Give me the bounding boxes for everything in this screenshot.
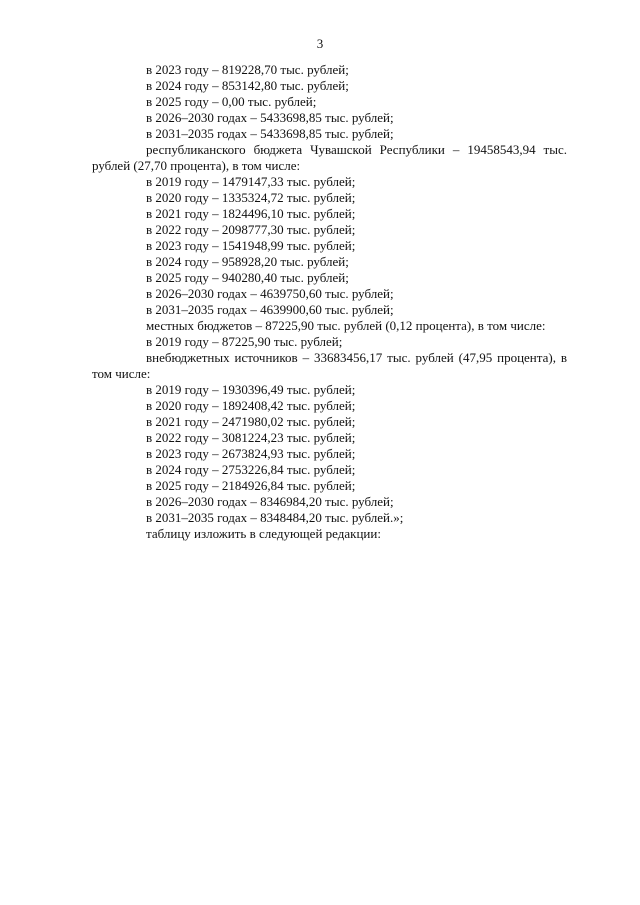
page-number: 3 xyxy=(316,36,324,51)
funding-line-2025: в 2025 году – 0,00 тыс. рублей; xyxy=(146,94,317,109)
extra-budget-paragraph: внебюджетных источников – 33683456,17 тыс. рублей (47,95 процента), в том числе: xyxy=(92,350,567,381)
republic-line-2031-2035: в 2031–2035 годах – 4639900,60 тыс. рублей; xyxy=(146,302,394,317)
funding-line-2026-2030: в 2026–2030 годах – 5433698,85 тыс. рублей; xyxy=(146,110,394,125)
republic-line-2022: в 2022 году – 2098777,30 тыс. рублей; xyxy=(146,222,356,237)
funding-line-2024: в 2024 году – 853142,80 тыс. рублей; xyxy=(146,78,349,93)
republic-line-2019: в 2019 году – 1479147,33 тыс. рублей; xyxy=(146,174,356,189)
extra-line-2019: в 2019 году – 1930396,49 тыс. рублей; xyxy=(146,382,356,397)
republic-line-2023: в 2023 году – 1541948,99 тыс. рублей; xyxy=(146,238,356,253)
funding-line-2031-2035: в 2031–2035 годах – 5433698,85 тыс. рублей; xyxy=(146,126,394,141)
funding-line-2023: в 2023 году – 819228,70 тыс. рублей; xyxy=(146,62,349,77)
republic-line-2026-2030: в 2026–2030 годах – 4639750,60 тыс. рублей; xyxy=(146,286,394,301)
extra-line-2026-2030: в 2026–2030 годах – 8346984,20 тыс. рублей; xyxy=(146,494,394,509)
republic-line-2024: в 2024 году – 958928,20 тыс. рублей; xyxy=(146,254,349,269)
local-budget-paragraph: местных бюджетов – 87225,90 тыс. рублей (0,12 процента), в том числе: xyxy=(146,318,546,333)
republic-budget-paragraph: республиканского бюджета Чувашской Республики – 19458543,94 тыс. рублей (27,70 процента), в том числе: xyxy=(92,142,567,173)
extra-line-2031-2035: в 2031–2035 годах – 8348484,20 тыс. рублей.»; xyxy=(146,510,404,525)
extra-line-2021: в 2021 году – 2471980,02 тыс. рублей; xyxy=(146,414,356,429)
extra-line-2022: в 2022 году – 3081224,23 тыс. рублей; xyxy=(146,430,356,445)
extra-line-2025: в 2025 году – 2184926,84 тыс. рублей; xyxy=(146,478,356,493)
document-body xyxy=(92,62,567,542)
local-line-2019: в 2019 году – 87225,90 тыс. рублей; xyxy=(146,334,343,349)
closing-line: таблицу изложить в следующей редакции: xyxy=(146,526,381,541)
extra-line-2023: в 2023 году – 2673824,93 тыс. рублей; xyxy=(146,446,356,461)
republic-line-2025: в 2025 году – 940280,40 тыс. рублей; xyxy=(146,270,349,285)
republic-line-2020: в 2020 году – 1335324,72 тыс. рублей; xyxy=(146,190,356,205)
extra-line-2024: в 2024 году – 2753226,84 тыс. рублей; xyxy=(146,462,356,477)
republic-line-2021: в 2021 году – 1824496,10 тыс. рублей; xyxy=(146,206,356,221)
extra-line-2020: в 2020 году – 1892408,42 тыс. рублей; xyxy=(146,398,356,413)
